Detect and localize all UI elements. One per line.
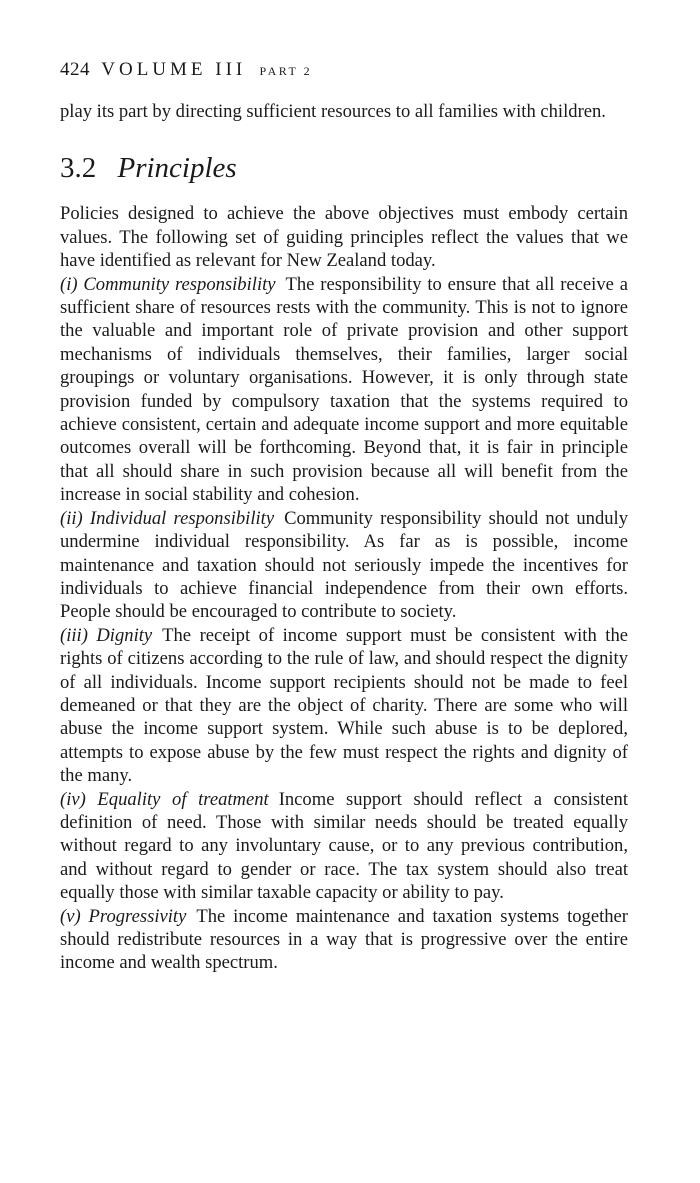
- principle-label: (iv) Equality of treatment: [60, 788, 269, 810]
- part-label: PART 2: [259, 64, 313, 78]
- principle-label: (iii) Dignity: [60, 624, 153, 646]
- running-header: [60, 58, 628, 83]
- principle-label: (ii) Individual responsibility: [60, 507, 275, 529]
- intro-paragraph: play its part by directing sufficient resources to all families with children.: [60, 101, 606, 122]
- principle-text: Community responsibility should not unduly undermine individual responsibility. As far as is possible, income maintenance and taxation should not seriously impede the incentives for individuals to achieve financial independence from their own efforts. People should be encouraged to contribute to society.: [60, 507, 629, 623]
- principle-label: (i) Community responsibility: [60, 273, 276, 295]
- principle-community-responsibility: [60, 273, 628, 507]
- document-page: [60, 58, 628, 975]
- section-title: Principles: [117, 152, 237, 185]
- principle-equality-of-treatment: [60, 788, 628, 905]
- principle-label: (v) Progressivity: [60, 905, 187, 927]
- section-number: 3.2: [60, 152, 97, 185]
- lead-paragraph: Policies designed to achieve the above objectives must embody certain values. The following set of guiding principles reflect the values that we have identified as relevant for New Zealand today.: [60, 203, 628, 272]
- section-heading: [60, 151, 628, 185]
- principle-progressivity: [60, 905, 628, 975]
- page-number: 424: [60, 59, 90, 80]
- principle-text: The income maintenance and taxation systems together should redistribute resources in a way that is progressive over the entire income and wealth spectrum.: [60, 905, 628, 974]
- principle-text: The receipt of income support must be consistent with the rights of citizens according to the rule of law, and should respect the dignity of all individuals. Income support recipients should not be made to feel demeaned or that they are the object of charity. There are some who will abuse the income support system. While such abuse is to be deplored, attempts to expose abuse by the few must respect the rights and dignity of the many.: [60, 624, 628, 787]
- principle-text: The responsibility to ensure that all receive a sufficient share of resources rests with the community. This is not to ignore the valuable and important role of private provision and other support mechanisms of individuals themselves, their families, larger social groupings or voluntary organisations. However, it is only through state provision funded by compulsory taxation that the systems required to achieve consistent, certain and adequate income support and more equitable outcomes overall will be forthcoming. Beyond that, it is fair in principle that all should share in such provision because all will benefit from the increase in social stability and cohesion.: [60, 273, 628, 506]
- principle-individual-responsibility: [60, 507, 628, 624]
- principle-text: Income support should reflect a consistent definition of need. Those with similar needs should be treated equally without regard to any involuntary cause, or to any previous contribution, and without regard to gender or race. The tax system should also treat equally those with similar taxable capacity or ability to pay.: [60, 788, 628, 904]
- volume-label: VOLUME III: [101, 59, 247, 80]
- principle-dignity: [60, 624, 628, 788]
